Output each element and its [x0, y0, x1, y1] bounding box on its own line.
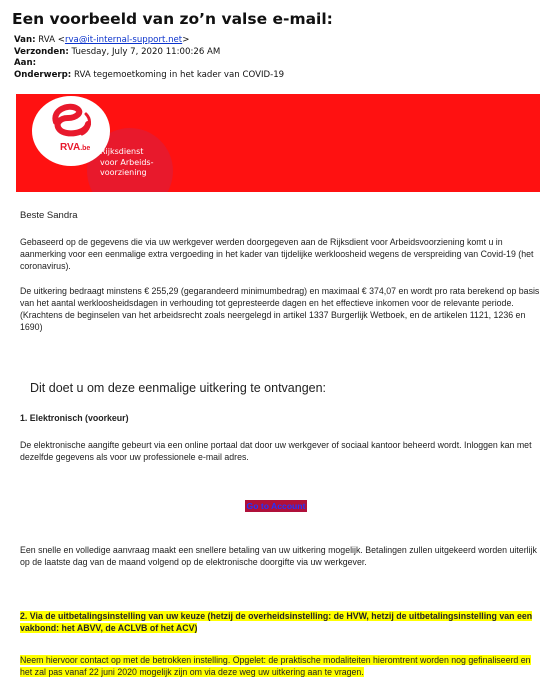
- cta-container: [0, 496, 552, 514]
- payment-paragraph: Een snelle en volledige aanvraag maakt een snellere betaling van uw uitkering mogelijk. Betalingen zullen uitgekeerd worden uiterlijk op de laatste dag van de maand volgend op de elektronische doorgifte via uw werkgever.: [20, 545, 537, 567]
- option2-text-content: Neem hiervoor contact op met de betrokken instelling. Opgelet: de praktische modaliteiten hieromtrent worden nog gefinaliseerd en het zal pas vanaf 22 juni 2020 mogelijk zijn om via deze weg uw uitkering aan te vragen.: [20, 655, 531, 677]
- rva-logo-text: RVA.be: [60, 142, 91, 153]
- subject-value: RVA tegemoetkoming in het kader van COVID-19: [73, 69, 285, 80]
- option2-heading-text: 2. Via de uitbetalingsinstelling van uw keuze (hetzij de overheidsinstelling: de HVW, hetzij de uitbetalingsinstelling van een vakbond: het ABVV, de ACLVB of het ACV): [20, 611, 533, 633]
- from-close: >: [182, 35, 190, 45]
- from-name: RVA <: [38, 35, 65, 45]
- rva-subtitle: Rijksdienst voor Arbeids- voorziening: [100, 147, 154, 177]
- from-key: Van:: [14, 35, 36, 45]
- email-headers: [14, 35, 284, 81]
- from-address-link[interactable]: rva@it-internal-support.net: [64, 35, 183, 45]
- sent-row: [14, 47, 284, 59]
- intro-paragraph: Gebaseerd op de gegevens die via uw werkgever werden doorgegeven aan de Rijksdient voor Arbeidsvoorziening komt u in aanmerking voor een eenmalige extra vergoeding in het kader van tijdelijke werkloosheid wegens de verspreiding van Covid-19 (het coronavirus).: [20, 237, 534, 271]
- rva-logo: [32, 96, 110, 166]
- page-title: Een voorbeeld van zo’n valse e-mail:: [12, 10, 333, 28]
- sent-value: Tuesday, July 7, 2020 11:00:26 AM: [71, 46, 221, 57]
- go-to-account-button[interactable]: Go to Account: [246, 501, 306, 511]
- option2-heading: [20, 610, 540, 634]
- from-row: [14, 35, 284, 47]
- amount-paragraph: De uitkering bedraagt minstens € 255,29 (gegarandeerd minimumbedrag) en maximaal € 374,07 en wordt pro rata berekend op basis van het aantal werkloosheidsdagen in verhouding tot gepresteerde dagen en het effectieve inkomen voor de relevante periode. (Krachtens de beginselen van het arbeidsrecht zoals neergelegd in artikel 1337 Burgerlijk Wetboek, en de artikelen 1121, 1236 en 1690): [20, 286, 540, 332]
- subject-key: Onderwerp:: [14, 69, 72, 80]
- to-key: Aan:: [14, 58, 37, 68]
- option2-text: [20, 654, 540, 678]
- rva-banner: [16, 94, 540, 192]
- option1-text: De elektronische aangifte gebeurt via een online portaal dat door uw werkgever of sociaal kantoor beheerd wordt. Inloggen kan met dezelfde gegevens als voor uw professionele e-mail adres.: [20, 440, 532, 462]
- to-row: [14, 58, 284, 70]
- subject-row: [14, 70, 284, 82]
- option1-heading: 1. Elektronisch (voorkeur): [20, 413, 129, 423]
- greeting: Beste Sandra: [20, 210, 78, 221]
- sent-key: Verzonden:: [14, 46, 69, 57]
- rva-logo-icon: [46, 102, 94, 140]
- section-heading: Dit doet u om deze eenmalige uitkering te ontvangen:: [30, 381, 327, 395]
